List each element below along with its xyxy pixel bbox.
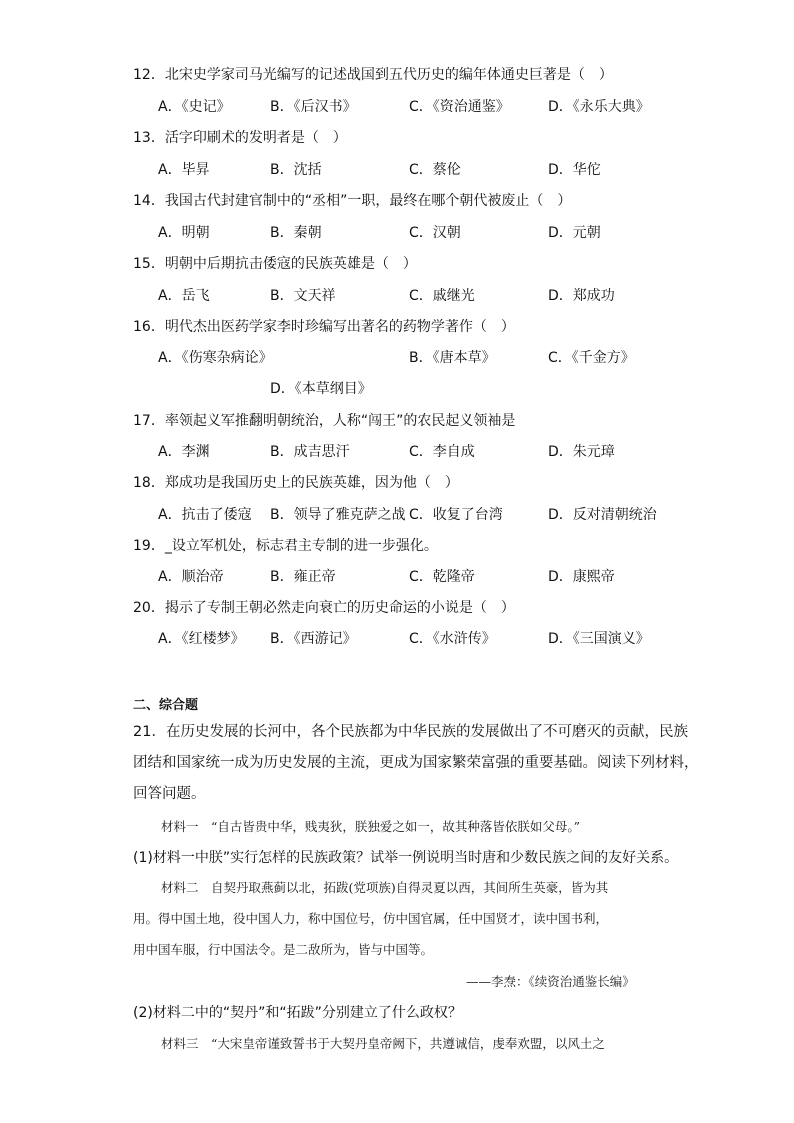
- question-20-option-c: C．《水浒传》: [409, 631, 496, 647]
- question-15-option-b: B．文天祥: [270, 288, 336, 304]
- question-13-option-b: B．沈括: [270, 162, 322, 178]
- question-19-option-a: A．顺治帝: [158, 569, 224, 585]
- question-16-option-a: A．《伤寒杂病论》: [158, 350, 273, 366]
- question-15-option-a: A．岳飞: [158, 288, 210, 304]
- sub-question-1: (1)材料一中朕”实行怎样的民族政策？试举一例说明当时唐和少数民族之间的友好关系。: [133, 850, 679, 866]
- question-19-stem: 19．_设立军机处，标志君主专制的进一步强化。: [133, 538, 438, 554]
- question-21-line-1: 21．在历史发展的长河中，各个民族都为中华民族的发展做出了不可磨灭的贡献，民族: [133, 724, 688, 740]
- question-13-option-d: D．华佗: [548, 162, 601, 178]
- question-18-stem: 18．郑成功是我国历史上的民族英雄，因为他（ ）: [133, 475, 459, 491]
- question-16-option-c: C．《千金方》: [548, 350, 635, 366]
- question-12-option-d: D．《永乐大典》: [548, 99, 650, 115]
- question-21-line-3: 回答问题。: [133, 786, 206, 802]
- question-21-line-2: 团结和国家统一成为历史发展的主流，更成为国家繁荣富强的重要基础。阅读下列材料，: [133, 755, 699, 771]
- question-19-option-b: B．雍正帝: [270, 569, 336, 585]
- material-2-source: ——李焘：《续资治通鉴长编》: [466, 974, 635, 989]
- question-17-option-b: B．成吉思汗: [270, 444, 350, 460]
- question-14-option-c: C．汉朝: [409, 225, 461, 241]
- question-18-option-b: B．领导了雅克萨之战: [270, 507, 406, 523]
- question-13-option-c: C．蔡伦: [409, 162, 461, 178]
- material-2-line-3: 用中国车服，行中国法令。是二敌所为，皆与中国等。: [133, 942, 434, 957]
- question-20-option-d: D．《三国演义》: [548, 631, 650, 647]
- question-18-option-c: C．收复了台湾: [409, 507, 503, 523]
- section-title: 二、综合题: [133, 698, 199, 713]
- question-18-option-d: D．反对清朝统治: [548, 507, 657, 523]
- question-12-stem: 12．北宋史学家司马光编写的记述战国到五代历史的编年体通史巨著是（ ）: [133, 67, 613, 83]
- question-12-option-b: B．《后汉书》: [270, 99, 357, 115]
- question-17-option-a: A．李渊: [158, 444, 210, 460]
- question-19-option-d: D．康熙帝: [548, 569, 615, 585]
- sub-question-2: (2)材料二中的“契丹”和“拓跋”分别建立了什么政权？: [133, 1005, 462, 1021]
- question-20-stem: 20．揭示了专制王朝必然走向衰亡的历史命运的小说是（ ）: [133, 600, 515, 616]
- question-17-stem: 17．率领起义军推翻明朝统治，人称“闯王”的农民起义领袖是: [133, 413, 516, 429]
- question-14-option-a: A．明朝: [158, 225, 210, 241]
- question-15-stem: 15．明朝中后期抗击倭寇的民族英雄是（ ）: [133, 256, 417, 272]
- question-15-option-c: C．戚继光: [409, 288, 475, 304]
- question-16-option-d: D．《本草纲目》: [270, 381, 372, 397]
- material-1: 材料一 “自古皆贵中华，贱夷狄，朕独爱之如一，故其种落皆依朕如父母。”: [161, 819, 581, 834]
- question-19-option-c: C．乾隆帝: [409, 569, 475, 585]
- question-14-option-b: B．秦朝: [270, 225, 322, 241]
- question-17-option-d: D．朱元璋: [548, 444, 615, 460]
- question-14-option-d: D．元朝: [548, 225, 601, 241]
- question-13-option-a: A．毕昇: [158, 162, 210, 178]
- question-15-option-d: D．郑成功: [548, 288, 615, 304]
- question-20-option-a: A．《红楼梦》: [158, 631, 245, 647]
- question-12-option-c: C．《资治通鉴》: [409, 99, 510, 115]
- question-16-option-b: B．《唐本草》: [409, 350, 496, 366]
- question-16-stem: 16．明代杰出医药学家李时珍编写出著名的药物学著作（ ）: [133, 319, 515, 335]
- question-20-option-b: B．《西游记》: [270, 631, 357, 647]
- question-13-stem: 13．活字印刷术的发明者是（ ）: [133, 130, 347, 146]
- question-17-option-c: C．李自成: [409, 444, 475, 460]
- question-14-stem: 14．我国古代封建官制中的“丞相”一职，最终在哪个朝代被废止（ ）: [133, 193, 572, 209]
- material-2-line-1: 材料二 自契丹取燕蓟以北，拓跋(党项族)自得灵夏以西，其间所生英豪，皆为其: [161, 880, 609, 895]
- material-2-line-2: 用。得中国土地，役中国人力，称中国位号，仿中国官属，任中国贤才，读中国书利，: [133, 911, 609, 926]
- material-3: 材料三 “大宋皇帝谨致誓书于大契丹皇帝阙下，共遵诚信，虔奉欢盟，以风土之: [161, 1036, 605, 1051]
- question-18-option-a: A．抗击了倭寇: [158, 507, 252, 523]
- question-12-option-a: A．《史记》: [158, 99, 231, 115]
